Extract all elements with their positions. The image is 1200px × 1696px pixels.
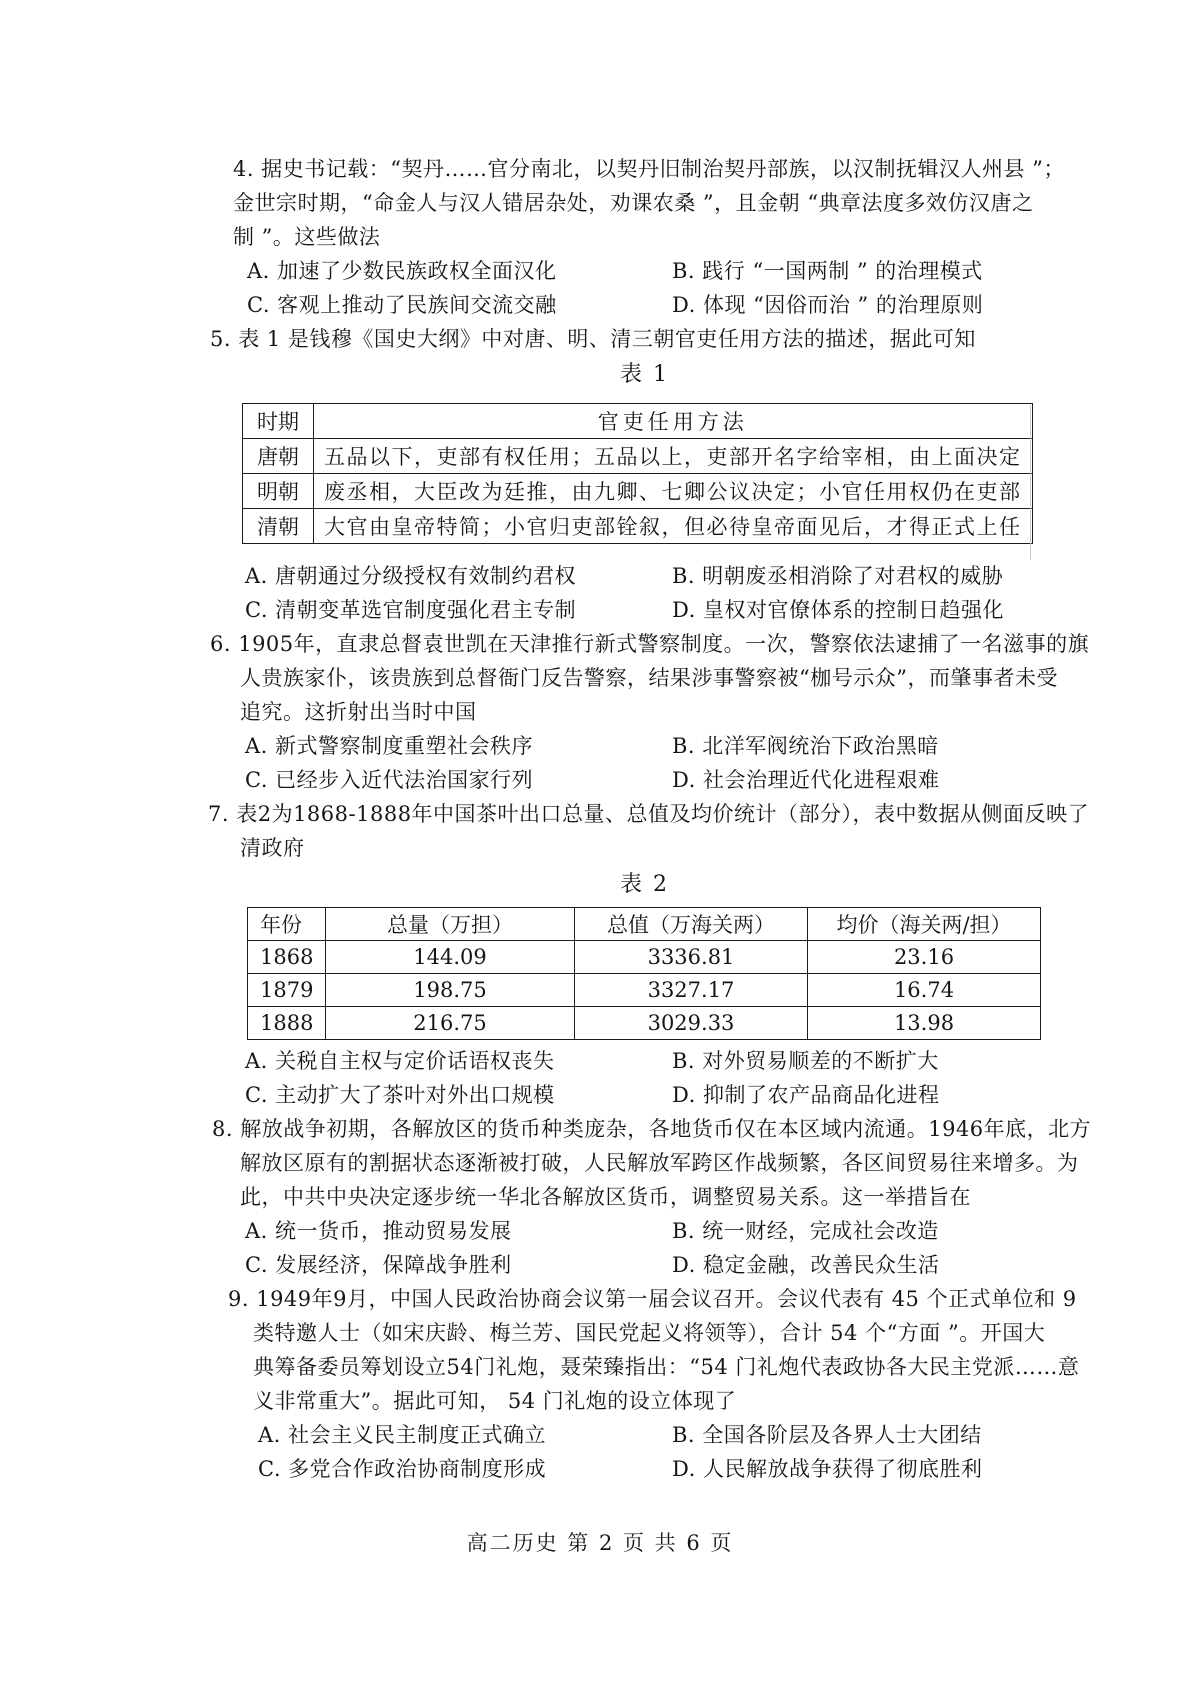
table-2-caption: 表 2 xyxy=(620,872,669,897)
q8-option-c: C. 发展经济，保障战争胜利 xyxy=(245,1253,512,1277)
q6-option-d: D. 社会治理近代化进程艰难 xyxy=(672,768,940,792)
q8-line-1: 8. 解放战争初期，各解放区的货币种类庞杂，各地货币仅在本区域内流通。1946年底，北方 xyxy=(212,1117,1092,1141)
table-row xyxy=(248,1007,1041,1040)
q6-option-c: C. 已经步入近代法治国家行列 xyxy=(245,768,534,792)
table-1-caption: 表 1 xyxy=(620,362,669,387)
q6-option-a: A. 新式警察制度重塑社会秩序 xyxy=(245,734,534,758)
q4-option-c: C. 客观上推动了民族间交流交融 xyxy=(247,293,557,317)
table-cell: 198.75 xyxy=(326,974,575,1007)
table-cell: 23.16 xyxy=(808,941,1041,974)
table-header-cell: 年份 xyxy=(248,908,326,941)
table-cell: 144.09 xyxy=(326,941,575,974)
q4-option-b: B. 践行 “一国两制 ” 的治理模式 xyxy=(672,259,983,283)
table-cell: 废丞相，大臣改为廷推，由九卿、七卿公议决定；小官任用权仍在吏部 xyxy=(314,474,1033,509)
q9-option-a: A. 社会主义民主制度正式确立 xyxy=(258,1423,547,1447)
table-cell: 1879 xyxy=(248,974,326,1007)
q8-option-b: B. 统一财经，完成社会改造 xyxy=(672,1219,939,1243)
table-2 xyxy=(247,907,1041,1040)
table-row xyxy=(248,908,1041,941)
table-cell: 1888 xyxy=(248,1007,326,1040)
table-header-cell: 均价（海关两/担） xyxy=(808,908,1041,941)
q4-option-d: D. 体现 “因俗而治 ” 的治理原则 xyxy=(672,293,984,317)
q5-option-c: C. 清朝变革选官制度强化君主专制 xyxy=(245,598,577,622)
table-row xyxy=(243,474,1033,509)
table-cell: 13.98 xyxy=(808,1007,1041,1040)
table-row xyxy=(248,974,1041,1007)
q7-line-2: 清政府 xyxy=(240,836,305,860)
q7-line-1: 7. 表2为1868-1888年中国茶叶出口总量、总值及均价统计（部分），表中数据从侧面反映了 xyxy=(208,802,1090,826)
table-row xyxy=(243,439,1033,474)
q7-option-b: B. 对外贸易顺差的不断扩大 xyxy=(672,1049,939,1073)
table-1 xyxy=(242,403,1033,544)
q6-option-b: B. 北洋军阀统治下政治黑暗 xyxy=(672,734,939,758)
q9-option-b: B. 全国各阶层及各界人士大团结 xyxy=(672,1423,982,1447)
table-row xyxy=(243,509,1033,544)
q8-line-3: 此，中共中央决定逐步统一华北各解放区货币，调整贸易关系。这一举措旨在 xyxy=(240,1185,971,1209)
q8-option-a: A. 统一货币，推动贸易发展 xyxy=(245,1219,512,1243)
table-row xyxy=(243,404,1033,439)
q9-line-3: 典筹备委员筹划设立54门礼炮，聂荣臻指出：“54 门礼炮代表政协各大民主党派……意 xyxy=(253,1355,1080,1379)
q7-option-c: C. 主动扩大了茶叶对外出口规模 xyxy=(245,1083,555,1107)
table-cell: 216.75 xyxy=(326,1007,575,1040)
q6-line-2: 人贵族家仆，该贵族到总督衙门反告警察，结果涉事警察被“枷号示众”，而肇事者未受 xyxy=(240,666,1058,690)
q4-line-3: 制 ”。这些做法 xyxy=(233,225,381,249)
q9-option-c: C. 多党合作政治协商制度形成 xyxy=(258,1457,547,1481)
table-header-cell: 总量（万担） xyxy=(326,908,575,941)
table-cell: 明朝 xyxy=(243,474,314,509)
q9-line-1: 9. 1949年9月，中国人民政治协商会议第一届会议召开。会议代表有 45 个正式单位和 9 xyxy=(228,1287,1077,1311)
table-cell: 五品以下，吏部有权任用；五品以上，吏部开名字给宰相，由上面决定 xyxy=(314,439,1033,474)
q8-option-d: D. 稳定金融，改善民众生活 xyxy=(672,1253,940,1277)
table-cell: 1868 xyxy=(248,941,326,974)
page-footer: 高二历史 第 2 页 共 6 页 xyxy=(466,1531,734,1555)
q5-option-b: B. 明朝废丞相消除了对君权的威胁 xyxy=(672,564,1004,588)
table-cell: 3029.33 xyxy=(575,1007,808,1040)
q6-line-1: 6. 1905年，直隶总督袁世凯在天津推行新式警察制度。一次，警察依法逮捕了一名滋事的旗 xyxy=(210,632,1090,656)
q4-line-1: 4. 据史书记载：“契丹……官分南北，以契丹旧制治契丹部族，以汉制抚辑汉人州县 ”； xyxy=(233,157,1065,181)
q8-line-2: 解放区原有的割据状态逐渐被打破，人民解放军跨区作战频繁，各区间贸易往来增多。为 xyxy=(240,1151,1079,1175)
table-header-cell: 总值（万海关两） xyxy=(575,908,808,941)
q4-option-a: A. 加速了少数民族政权全面汉化 xyxy=(247,259,557,283)
table-cell: 大官由皇帝特简；小官归吏部铨叙，但必待皇帝面见后，才得正式上任 xyxy=(314,509,1033,544)
q7-option-a: A. 关税自主权与定价话语权丧失 xyxy=(245,1049,555,1073)
q9-option-d: D. 人民解放战争获得了彻底胜利 xyxy=(672,1457,983,1481)
q5-option-a: A. 唐朝通过分级授权有效制约君权 xyxy=(245,564,577,588)
q6-line-3: 追究。这折射出当时中国 xyxy=(240,700,477,724)
scan-artifact-line xyxy=(1030,405,1031,560)
table-cell: 唐朝 xyxy=(243,439,314,474)
table-cell: 清朝 xyxy=(243,509,314,544)
q7-option-d: D. 抑制了农产品商品化进程 xyxy=(672,1083,940,1107)
table-cell: 3327.17 xyxy=(575,974,808,1007)
q4-line-2: 金世宗时期，“命金人与汉人错居杂处，劝课农桑 ”，且金朝 “典章法度多效仿汉唐之 xyxy=(233,191,1034,215)
table-row xyxy=(248,941,1041,974)
q9-line-4: 义非常重大”。据此可知， 54 门礼炮的设立体现了 xyxy=(253,1389,737,1413)
q9-line-2: 类特邀人士（如宋庆龄、梅兰芳、国民党起义将领等），合计 54 个“方面 ”。开国大 xyxy=(253,1321,1046,1345)
table-cell: 3336.81 xyxy=(575,941,808,974)
table-header-cell: 时期 xyxy=(243,404,314,439)
table-header-cell: 官吏任用方法 xyxy=(314,404,1033,439)
q5-line-1: 5. 表 1 是钱穆《国史大纲》中对唐、明、清三朝官吏任用方法的描述，据此可知 xyxy=(210,327,976,351)
table-cell: 16.74 xyxy=(808,974,1041,1007)
q5-option-d: D. 皇权对官僚体系的控制日趋强化 xyxy=(672,598,1004,622)
